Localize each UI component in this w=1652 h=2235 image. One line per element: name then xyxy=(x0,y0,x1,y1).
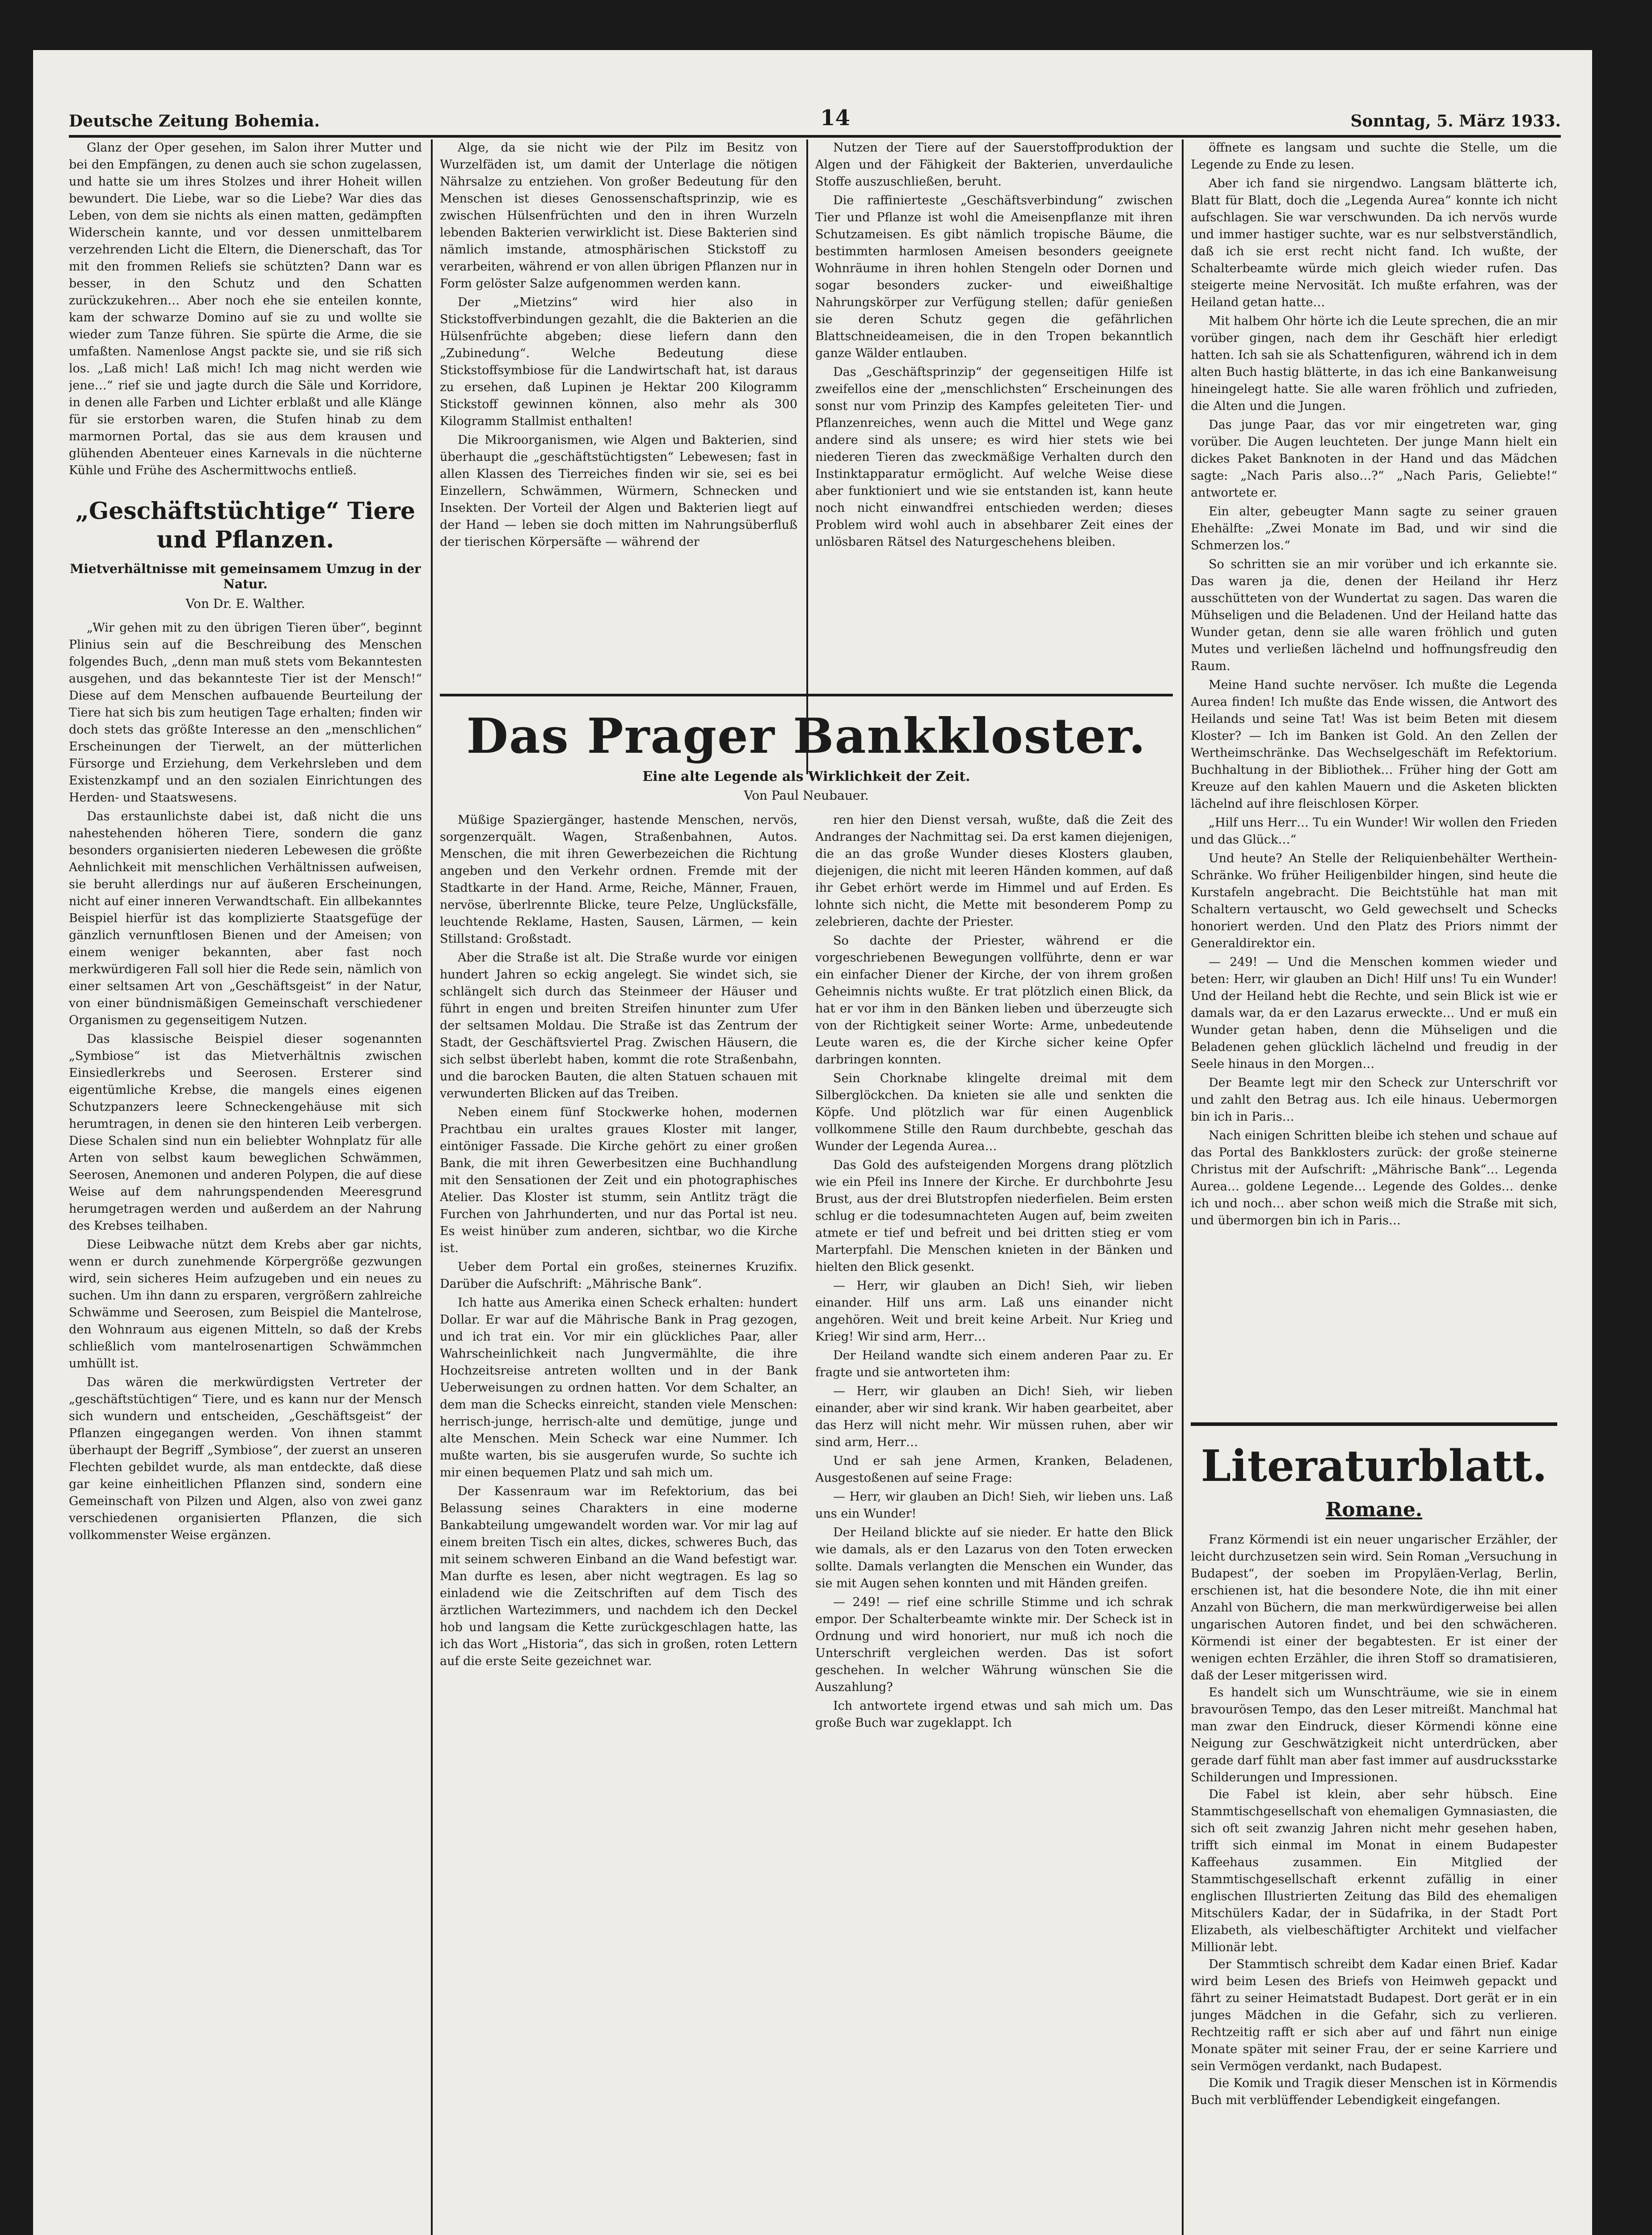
review-paragraph: Der Stammtisch schreibt dem Kadar einen Brief. Kadar wird beim Lesen des Briefs von Heimweh gepackt und fährt zu seiner Heimatstadt Budapest. Dort gerät er in ein junges Mädchen in die Gefahr, sich zu verlieren. Rechtzeitig rafft er sich aber auf und fährt nun einige Monate später mit seiner Frau, der er seine Karriere und sein Vermögen verdankt, nach Budapest. xyxy=(1191,1957,1557,2073)
feature-paragraph: Aber die Straße ist alt. Die Straße wurde vor einigen hundert Jahren so eckig angelegt. Sie windet sich, sie schlängelt sich durch das Steinmeer der Häuser und führt in engen und breiten Streifen hinunter zum Ufer der seltsamen Moldau. Die Straße ist das Zentrum der Stadt, der Geschäftsviertel Prag. Zwischen Häusern, die sich selbst überlebt haben, kommt die rote Straßenbahn, und die barocken Bauten, die alten Statuen schauen mit verwunderten Blicken auf das Treiben. xyxy=(440,951,797,1101)
newspaper-page xyxy=(33,50,1592,2235)
feature-paragraph: Der Kassenraum war im Refektorium, das bei Belassung seines Charakters in eine moderne Bankabteilung umgewandelt worden war. Vor mir lag auf einem breiten Tisch ein altes, dickes, schweres Buch, das mit seinem schweren Einband an die Wand befestigt war. Man durfte es lesen, aber nicht wegtragen. Es lag so einladend wie die Zeitschriften auf dem Tisch des ärztlichen Wartezimmers, und nachdem ich den Deckel hob und langsam die Kette zurückgeschlagen hatte, las ich das Wort „Historia“, das sich in großen, roten Lettern auf die erste Seite gezeichnet war. xyxy=(440,1484,797,1668)
article-paragraph: „Wir gehen mit zu den übrigen Tieren über“, beginnt Plinius sein auf die Beschreibung des Menschen folgendes Buch, „denn man muß stets vom Bekanntesten ausgehen, und das bekannteste Tier ist der Mensch!“ Diese auf dem Menschen aufbauende Beurteilung der Tiere hat sich bis zum heutigen Tage erhalten; finden wir doch stets das größte Interesse an den „menschlichen“ Erscheinungen der Tierwelt, an der mütterlichen Fürsorge und Erziehung, dem Verkehrsleben und dem Existenzkampf und an den sozialen Einrichtungen des Herden- und Staatswesens. xyxy=(69,621,422,805)
article-paragraph: Das wären die merkwürdigsten Vertreter der „geschäftstüchtigen“ Tiere, und es kann nur der Mensch sich wundern und entscheiden, „Geschäftsgeist“ der Pflanzen eingegangen werden. Von ihnen stammt überhaupt der Begriff „Symbiose“, der zuerst an unseren Flechten gebildet wurde, als man entdeckte, daß diese gar keine einheitlichen Pflanzen sind, sondern eine Gemeinschaft von Pilzen und Algen, also von zwei ganz verschiedenen organisierten Pflanzen, die sich vollkommenster Weise ergänzen. xyxy=(69,1375,422,1542)
feature-title: Das Prager Bankkloster. xyxy=(466,708,1146,764)
feature-continuation: So schritten sie an mir vorüber und ich erkannte sie. Das waren ja die, denen der Heiland ihr Herz ausschütteten von der Wundertat zu sagen. Das waren die Mühseligen und die Beladenen. Und der Heiland hatte das Wunder getan, denn sie alle waren fröhlich und guten Mutes und verließen lächelnd und hoffnungsfreudig den Raum. xyxy=(1191,557,1557,673)
review-text xyxy=(1191,1531,1557,2235)
feature-paragraph: — Herr, wir glauben an Dich! Sieh, wir lieben einander, aber wir sind krank. Wir haben gearbeitet, aber das Herz will nicht mehr. Wir müssen ruhen, aber wir sind arm, Herr… xyxy=(815,1384,1173,1449)
page-number: 14 xyxy=(820,105,850,131)
article-paragraph: Diese Leibwache nützt dem Krebs aber gar nichts, wenn er durch zunehmende Körpergröße gezwungen wird, sein sicheres Heim aufzugeben und ein neues zu suchen. Um ihn dann zu ersparen, vergrößern zahlreiche Schwämme und Seerosen, zum Beispiel die Mantelrose, den Wohnraum aus eigenen Mitteln, so daß der Krebs schließlich vom mantelrosenartigen Schwämmchen umhüllt ist. xyxy=(69,1238,422,1371)
literaturblatt-section xyxy=(1191,1422,1557,2235)
column-4 xyxy=(1191,139,1557,1413)
feature-paragraph: Ich antwortete irgend etwas und sah mich um. Das große Buch war zugeklappt. Ich xyxy=(815,1699,1173,1730)
section-title: Literaturblatt. xyxy=(1201,1441,1547,1491)
column-rule xyxy=(1182,139,1184,2235)
feature-continuation: Der Beamte legt mir den Scheck zur Unterschrift vor und zahlt den Betrag aus. Ich eile hinaus. Uebermorgen bin ich in Paris… xyxy=(1191,1076,1557,1124)
feature-paragraph: Müßige Spaziergänger, hastende Menschen, nervös, sorgenzerquält. Wagen, Straßenbahnen, Autos. Menschen, die mit ihren Gewerbezeichen die Richtung angeben und den Verkehr ordnen. Fremde mit der Stadtkarte in der Hand. Arme, Reiche, Männer, Frauen, nervöse, überlrennte Blicke, teure Pelze, Unglücksfälle, leuchtende Reklame, Hasten, Sausen, Lärmen, — kein Stillstand: Großstadt. xyxy=(440,813,797,946)
article-paragraph: Die Mikroorganismen, wie Algen und Bakterien, sind überhaupt die „geschäftstüchtigsten“ Lebewesen; fast in allen Klassen des Tierreiches finden wir sie, sei es bei Einzellern, Schwämmen, Würmern, Schnecken und Insekten. Der Vorteil der Algen und Bakterien liegt auf der Hand — leben sie doch mitten im Nahrungsüberfluß der tierischen Körpersäfte — während der xyxy=(440,433,797,549)
review-paragraph: Die Komik und Tragik dieser Menschen ist in Körmendis Buch mit verblüffender Lebendigkeit eingefangen. xyxy=(1191,2076,1557,2107)
feature-paragraph: So dachte der Priester, während er die vorgeschriebenen Bewegungen vollführte, denn er war ein einfacher Diener der Kirche, der von ihrem großen Geheimnis nichts wußte. Er trat plötzlich einen Blick, da hat er vor ihm in den Bänken lieben und überzeugte sich von der Richtigkeit seiner Worte: Arme, unbedeutende Leute waren es, die der Kirche sicher keine Opfer darbringen konnten. xyxy=(815,934,1173,1067)
feature-paragraph: — Herr, wir glauben an Dich! Sieh, wir lieben einander. Hilf uns arm. Laß uns einander nicht angehören. Weit und breit keine Arbeit. Nur Krieg und Krieg! Wir sind arm, Herr… xyxy=(815,1279,1173,1344)
feature-paragraph: Sein Chorknabe klingelte dreimal mit dem Silberglöckchen. Da knieten sie alle und senkten die Köpfe. Und plötzlich war für einen Augenblick vollkommene Stille den Raum durchbebte, geschah das Wunder der Legenda Aurea… xyxy=(815,1071,1173,1153)
prager-bankkloster-article xyxy=(440,694,1173,2235)
feature-column-a xyxy=(440,812,797,2235)
section-rule xyxy=(1191,1422,1557,1426)
feature-paragraph: Ueber dem Portal ein großes, steinernes Kruzifix. Darüber die Aufschrift: „Mährische Bank“. xyxy=(440,1260,797,1291)
feature-continuation: Mit halbem Ohr hörte ich die Leute sprechen, die an mir vorüber gingen, nach dem ihr Geschäft hier erledigt hatten. Ich sah sie als Schattenfiguren, während ich in dem alten Buch hastig blätterte, in das ich eine Bankanweisung hineingelegt hatte. Sie alle waren fröhlich und zufrieden, die Alten und die Jungen. xyxy=(1191,314,1557,413)
issue-date: Sonntag, 5. März 1933. xyxy=(1350,112,1561,131)
feature-paragraph: Ich hatte aus Amerika einen Scheck erhalten: hundert Dollar. Er war auf die Mährische Bank in Prag gezogen, und ich trat ein. Vor mir ein glückliches Paar, aller Wahrscheinlichkeit nach Jungvermählte, die ihre Hochzeitsreise antreten wollten und in der Bank Ueberweisungen zu ordnen hatten. Vor dem Schalter, an dem man die Schecks einreicht, standen viele Menschen: herrisch-junge, herrisch-alte und demütige, junge und alte Menschen. Mein Scheck war eine Nummer. Ich mußte warten, bis sie ausgerufen wurde, So suchte ich mir einen bequemen Platz und sah mich um. xyxy=(440,1296,797,1480)
article-paragraph: Das „Geschäftsprinzip“ der gegenseitigen Hilfe ist zweifellos eine der „menschlichsten“ Erscheinungen des sonst nur vom Prinzip des Kampfes geleiteten Tier- und Pflanzenreiches, wenn auch die Mittel und Wege ganz andere sind als unsere; es wird hier stets wie bei niederen Tieren das zweckmäßige Verhalten durch den Instinktapparatur ermöglicht. Auf welche Weise diese aber funktioniert und wie sie entstanden ist, kann heute noch nicht einwandfrei entschieden werden; dieses Problem wird wohl auch in absehbarer Zeit eines der unlösbaren Rätsel des Naturgeschehens bleiben. xyxy=(815,365,1173,549)
review-paragraph: Es handelt sich um Wunschträume, wie sie in einem bravourösen Tempo, das den Leser mitreißt. Manchmal hat man zwar den Eindruck, dieser Körmendi könne eine Neigung zur Geschwätzigkeit nicht unterdrücken, aber gerade darf fühlt man aber fast immer auf ausdrucksstarke Schilderungen und Impressionen. xyxy=(1191,1686,1557,1784)
feature-continuation: Aber ich fand sie nirgendwo. Langsam blätterte ich, Blatt für Blatt, doch die „Legenda Aurea“ konnte ich nicht aufschlagen. Sie war verschwunden. Da ich nervös wurde und immer hastiger suchte, war es nur selbstverständlich, daß ich sie erst recht nicht fand. Ich wußte, der Schalterbeamte würde mich gleich wieder rufen. Das steigerte meine Nervosität. Ich mußte erfahren, was der Heiland getan hatte… xyxy=(1191,177,1557,309)
article-subtitle: Mietverhältnisse mit gemeinsamem Umzug in der Natur. xyxy=(70,561,421,591)
feature-continuation: Und heute? An Stelle der Reliquienbehälter Werthein-Schränke. Wo früher Heiligenbilder hingen, sind heute die Kurstafeln angebracht. Die Beichtstühle hat man mit Schaltern vertauscht, wo Geld gewechselt und Schecks honoriert werden. Und den Platz des Priors nimmt der Generaldirektor ein. xyxy=(1191,852,1557,950)
newspaper-name: Deutsche Zeitung Bohemia. xyxy=(69,112,320,131)
feature-continuation: — 249! — Und die Menschen kommen wieder und beten: Herr, wir glauben an Dich! Hilf uns! Tu ein Wunder! Und der Heiland hebt die Rechte, und sein Blick ist wie er damals war, da er den Lazarus erweckte… Und er muß ein Wunder getan haben, denn die Mühseligen und die Beladenen gehen glücklich lächelnd und freudig in der Seele hinaus in den Morgen… xyxy=(1191,955,1557,1071)
serial-story-continuation: Glanz der Oper gesehen, im Salon ihrer Mutter und bei den Empfängen, zu denen auch sie schon zugelassen, und hatte sie um ihres Stolzes und ihrer Hoheit willen bewundert. Die Liebe, war so die Liebe? War dies das Leben, von dem sie nichts als einen matten, gedämpften Widerschein kannte, und vor dessen unmittelbarem verzehrenden Licht die Eltern, die Dienerschaft, das Tor mit den frommen Reliefs sie schützten? Dann war es besser, in den Schutz und den Schatten zurückzukehren… Aber noch ehe sie enteilen konnte, kam der schwarze Domino auf sie zu und wollte sie wieder zum Tanze führen. Sie spürte die Arme, die sie umfaßten. Namenlose Angst packte sie, und sie riß sich los. „Laß mich! Laß mich! Ich mag nicht werden wie jene…“ rief sie und jagte durch die Säle und Korridore, in denen alle Farben und Lichter erblaßt und alle Klänge für sie erstorben waren, die Stufen hinab zu dem marmornen Portal, das sie aus dem krausen und glühenden Abenteuer eines Karnevals in die nüchterne Kühle und Frühe des Aschermittwochs entließ. xyxy=(69,141,422,477)
article-paragraph: Die raffinierteste „Geschäftsverbindung“ zwischen Tier und Pflanze ist wohl die Ameisenpflanze mit ihren Schutzameisen. Es gibt nämlich tropische Bäume, die bestimmten harmlosen Ameisen besonders geeignete Wohnräume in ihren hohlen Stengeln oder Dornen und sogar besonders zucker- und eiweißhaltige Nahrungskörper zur Verfügung stellen; dafür genießen sie deren Schutz gegen die gefährlichen Blattschneideameisen, die in den Tropen bekanntlich ganze Wälder entlauben. xyxy=(815,194,1173,360)
article-paragraph: Der „Mietzins“ wird hier also in Stickstoffverbindungen gezahlt, die die Bakterien an die Hülsenfrüchte abgeben; diese liefern dann den „Zubinedung“. Welche Bedeutung diese Stickstoffsymbiose für die Landwirtschaft hat, ist daraus zu ersehen, daß Lupinen je Hektar 200 Kilogramm Stickstoff gewinnen können, also mehr als 300 Kilogramm Stallmist enthalten! xyxy=(440,295,797,428)
review-paragraph: Franz Körmendi ist ein neuer ungarischer Erzähler, der leicht durchzusetzen sein wird. Sein Roman „Versuchung in Budapest“, der soeben im Propyläen-Verlag, Berlin, erschienen ist, hat die besondere Note, die ihn mit einer Anzahl von Büchern, die man merkwürdigerweise bei allen ungarischen Autoren findet, und bei den schwächeren. Körmendi ist einer der begabtesten. Er ist einer der wenigen echten Erzähler, die ihren Stoff so dramatisieren, daß der Leser mitgerissen wird. xyxy=(1191,1533,1557,1683)
feature-paragraph: Der Heiland blickte auf sie nieder. Er hatte den Blick wie damals, als er den Lazarus von den Toten erwecken sollte. Damals verlangten die Menschen ein Wunder, das sie mit Augen sehen konnten und mit Händen greifen. xyxy=(815,1526,1173,1590)
feature-subtitle: Eine alte Legende als Wirklichkeit der Zeit. xyxy=(642,769,970,784)
article-paragraph: Alge, da sie nicht wie der Pilz im Besitz von Wurzelfäden ist, um damit der Unterlage die nötigen Nährsalze zu entziehen. Von großer Bedeutung für den Menschen ist dieses Genossenschaftsprinzip, wie es zwischen Hülsenfrüchten und den in ihren Wurzeln lebenden Bakterien verwirklicht ist. Diese Bakterien sind nämlich imstande, atmosphärischen Stickstoff zu verarbeiten, während er von allen übrigen Pflanzen nur in Form gelöster Salze aufgenommen werden kann. xyxy=(440,141,797,291)
feature-paragraph: Neben einem fünf Stockwerke hohen, modernen Prachtbau ein uraltes graues Kloster mit langer, eintöniger Fassade. Die Kirche gehört zu einer großen Bank, die mit ihren Gewerbesitzen eine Buchhandlung mit den Sensationen der Zeit und ein photographisches Atelier. Das Kloster ist stumm, sein Antlitz trägt die Furchen von Jahrhunderten, und nur das Portal ist neu. Es weist hinüber zum anderen, sichtbar, wo die Kirche ist. xyxy=(440,1105,797,1255)
feature-paragraph: Das Gold des aufsteigenden Morgens drang plötzlich wie ein Pfeil ins Innere der Kirche. Er durchbohrte Jesu Brust, aus der drei Blutstropfen niederfielen. Beim ersten schlug er die todesumnachteten Augen auf, beim zweiten atmete er tief und befreit und bei dritten stieg er vom Marterpfahl. Die Menschen knieten in der Bänken und hielten den Blick gesenkt. xyxy=(815,1158,1173,1274)
article-paragraph: Das erstaunlichste dabei ist, daß nicht die uns nahestehenden höheren Tiere, sondern die ganz besonders organisierten niederen Lebewesen die größte Aehnlichkeit mit menschlichen Verhältnissen aufweisen, sie beruht allerdings nur auf äußeren Erscheinungen, nicht auf einer inneren Verwandtschaft. Ein allbekanntes Beispiel hierfür ist das komplizierte Staatsgefüge der gänzlich vernunftlosen Bienen und der Ameisen; von einem weniger bekannten, aber fast noch merkwürdigeren Fall soll hier die Rede sein, nämlich von einer seltsamen Art von „Geschäftsgeist“ in der Natur, von einer bündnismäßigen Gemeinschaft verschiedener Organismen zu gegenseitigem Nutzen. xyxy=(69,810,422,1027)
page-header xyxy=(69,99,1561,138)
article-paragraph: Nutzen der Tiere auf der Sauerstoffproduktion der Algen und der Fähigkeit der Bakterien, unverdauliche Stoffe auszuschließen, beruht. xyxy=(815,141,1173,189)
column-2 xyxy=(440,139,797,765)
column-1 xyxy=(69,139,422,2235)
section-rule xyxy=(440,694,1173,696)
column-rule xyxy=(806,139,808,774)
column-3 xyxy=(815,139,1173,765)
feature-continuation: öffnete es langsam und suchte die Stelle, um die Legende zu Ende zu lesen. xyxy=(1191,141,1557,172)
article-author: Von Dr. E. Walther. xyxy=(185,596,305,611)
article-title: „Geschäftstüchtige“ Tiere und Pflanzen. xyxy=(75,498,416,553)
feature-column-b xyxy=(815,812,1173,2235)
feature-paragraph: Und er sah jene Armen, Kranken, Beladenen, Ausgestoßenen auf seine Frage: xyxy=(815,1454,1173,1485)
column-rule xyxy=(431,139,433,2235)
feature-continuation: Ein alter, gebeugter Mann sagte zu seiner grauen Ehehälfte: „Zwei Monate im Bad, und wir sind die Schmerzen los.“ xyxy=(1191,505,1557,552)
section-subtitle: Romane. xyxy=(1325,1498,1423,1521)
feature-author: Von Paul Neubauer. xyxy=(744,788,869,803)
article-paragraph: Das klassische Beispiel dieser sogenannten „Symbiose“ ist das Mietverhältnis zwischen Einsiedlerkrebs und Seerosen. Ersterer sind eigentümliche Krebse, die mangels eines eigenen Schutzpanzers leere Schneckengehäuse mit sich herumtragen, in denen sie den hinteren Leib verbergen. Diese Schalen sind nun ein beliebter Wohnplatz für alle Arten von selbst kaum beweglichen Schwämmen, Seerosen, Anemonen und anderen Polypen, die auf diese Weise auf dem nahrungspendenden Meeresgrund herumgetragen werden und außerdem an der Nahrung des Krebses teilhaben. xyxy=(69,1032,422,1233)
feature-paragraph: — Herr, wir glauben an Dich! Sieh, wir lieben uns. Laß uns ein Wunder! xyxy=(815,1490,1173,1521)
feature-paragraph: — 249! — rief eine schrille Stimme und ich schrak empor. Der Schalterbeamte winkte mir. Der Scheck ist in Ordnung und wird honoriert, nur muß ich noch die Unterschrift vergleichen werden. Das ist sofort geschehen. In welcher Währung wünschen Sie die Auszahlung? xyxy=(815,1595,1173,1694)
feature-continuation: Meine Hand suchte nervöser. Ich mußte die Legenda Aurea finden! Ich mußte das Ende wissen, die Antwort des Heilands und seine Tat! Was ist beim Beten mit diesem Kloster? — Ich im Banken ist Gold. An den Zellen der Wertheimschränke. Das Wechselgeschäft im Refektorium. Buchhaltung in der Bibliothek… Früher hing der Gott am Kreuze auf den kahlen Mauern und die Asketen blickten lächelnd auf ihre fleischlosen Körper. xyxy=(1191,678,1557,811)
feature-columns xyxy=(440,812,1173,2235)
feature-continuation: „Hilf uns Herr… Tu ein Wunder! Wir wollen den Frieden und das Glück…“ xyxy=(1191,816,1557,847)
feature-continuation: Das junge Paar, das vor mir eingetreten war, ging vorüber. Die Augen leuchteten. Der junge Mann hielt ein dickes Paket Banknoten in der Hand und das Mädchen sagte: „Nach Paris also…?“ „Nach Paris, Geliebte!“ antwortete er. xyxy=(1191,418,1557,500)
feature-paragraph: Der Heiland wandte sich einem anderen Paar zu. Er fragte und sie antworteten ihm: xyxy=(815,1349,1173,1379)
review-paragraph: Die Fabel ist klein, aber sehr hübsch. Eine Stammtischgesellschaft von ehemaligen Gymnasiasten, die sich oft seit zwanzig Jahren nicht mehr gesehen haben, trifft sich einmal im Monat in einem Budapester Kaffeehaus zusammen. Ein Mitglied der Stammtischgesellschaft erkennt zufällig in einer englischen Illustrierten Zeitung das Bild des ehemaligen Mitschülers Kadar, der in Südafrika, in der Stadt Port Elizabeth, als vielbeschäftigter Architekt und vielfacher Millionär lebt. xyxy=(1191,1788,1557,1954)
feature-continuation: Nach einigen Schritten bleibe ich stehen und schaue auf das Portal des Bankklosters zurück: der große steinerne Christus mit der Aufschrift: „Mährische Bank“… Legenda Aurea… goldene Legende… Legende des Goldes… denke ich und noch… aber schon weiß mich die Straße mit sich, und übermorgen bin ich in Paris… xyxy=(1191,1129,1557,1227)
feature-paragraph: ren hier den Dienst versah, wußte, daß die Zeit des Andranges der Nachmittag sei. Da erst kamen diejenigen, die an das große Wunder dieses Klosters glauben, diejenigen, die nicht mit leeren Händen kommen, auf daß ihr Gebet erhört werde im Himmel und auf Erden. Es lohnte sich nicht, die Mette mit besonderem Pomp zu zelebrieren, dachte der Priester. xyxy=(815,813,1173,929)
